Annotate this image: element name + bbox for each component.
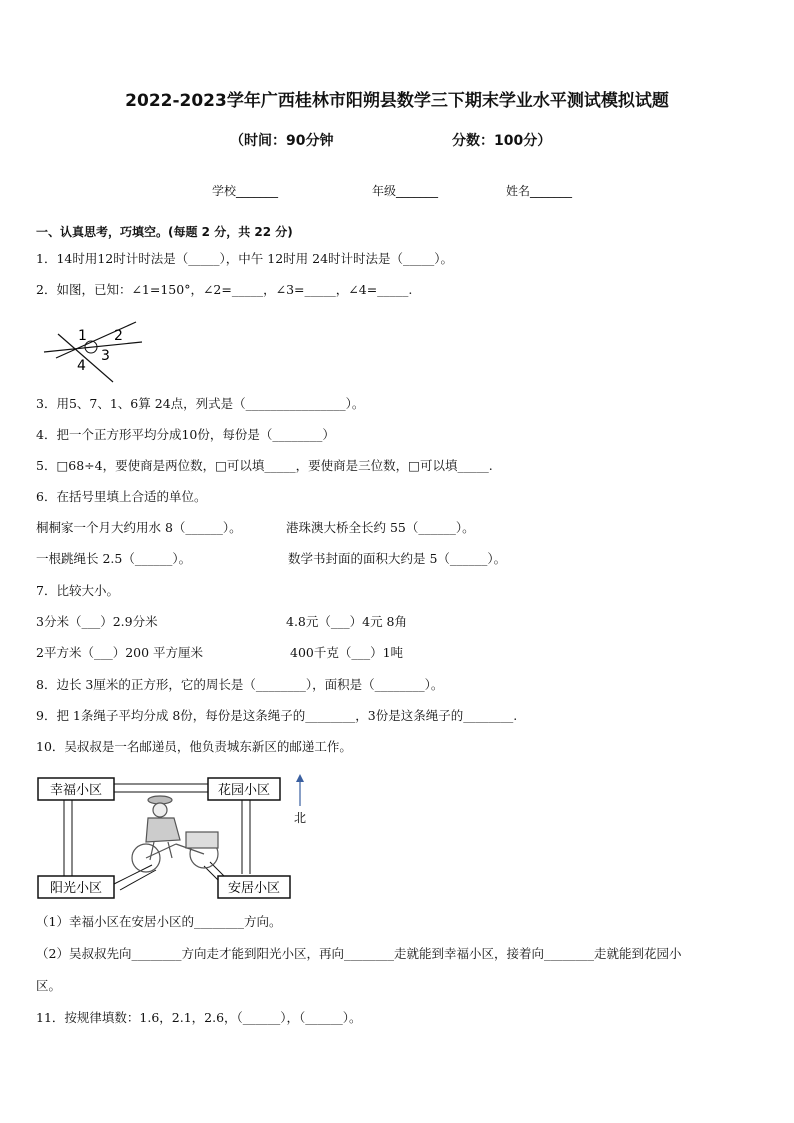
- question-6d: 数学书封面的面积大约是 5（______）。: [288, 551, 507, 566]
- box-yangguang: [38, 876, 114, 898]
- label-anju: 安居小区: [227, 881, 281, 896]
- angle-label-4: 4: [77, 358, 86, 374]
- question-2: 2．如图，已知：∠1=150°，∠2=_____，∠3=_____，∠4=_____.: [36, 282, 413, 297]
- question-7d: 400千克（___）1吨: [290, 645, 404, 660]
- label-huayuan: 花园小区: [217, 783, 271, 798]
- question-7b: 4.8元（___）4元 8角: [286, 614, 408, 629]
- box-huayuan: [208, 778, 280, 800]
- postman-map: [36, 770, 356, 906]
- question-6: 6．在括号里填上合适的单位。: [36, 489, 207, 504]
- question-10-part2: （2）吴叔叔先向________方向走才能到阳光小区，再向________走就能到幸福小区，接着向________走就能到花园小: [36, 946, 682, 961]
- exam-score: 分数：100分）: [452, 133, 552, 149]
- exam-time: （时间：90分钟: [230, 133, 334, 149]
- horizontal-line: [44, 342, 142, 352]
- school-field[interactable]: 学校_______: [212, 184, 279, 198]
- question-10-part2-cont: 区。: [36, 978, 62, 993]
- section-heading: 一、认真思考，巧填空。(每题 2 分，共 22 分): [36, 225, 293, 239]
- question-7: 7．比较大小。: [36, 583, 119, 598]
- label-yangguang: 阳光小区: [49, 881, 103, 896]
- question-8: 8．边长 3厘米的正方形，它的周长是（________），面积是（________）。: [36, 677, 444, 692]
- question-4: 4．把一个正方形平均分成10份，每份是（________）: [36, 427, 335, 442]
- question-6a: 桐桐家一个月大约用水 8（______）。: [36, 520, 242, 535]
- question-6c: 一根跳绳长 2.5（______）。: [36, 551, 192, 566]
- question-10-part1: （1）幸福小区在安居小区的________方向。: [36, 914, 282, 929]
- question-1: 1．14时用12时计时法是（_____），中午 12时用 24时计时法是（_____）。: [36, 251, 454, 266]
- page-title: 2022-2023学年广西桂林市阳朔县数学三下期末学业水平测试模拟试题: [125, 91, 669, 111]
- crossing-line-b: [56, 322, 136, 358]
- postman-illustration: [132, 796, 218, 872]
- question-10: 10．吴叔叔是一名邮递员，他负责城东新区的邮递工作。: [36, 739, 352, 754]
- angle-label-1: 1: [78, 328, 87, 344]
- question-5: 5．□68÷4，要使商是两位数，□可以填_____，要使商是三位数，□可以填_____.: [36, 458, 493, 473]
- angle-figure: [38, 320, 148, 388]
- question-9: 9．把 1条绳子平均分成 8份，每份是这条绳子的________，3份是这条绳子的________.: [36, 708, 518, 723]
- question-6b: 港珠澳大桥全长约 55（______）。: [286, 520, 475, 535]
- question-7c: 2平方米（___）200 平方厘米: [36, 645, 204, 660]
- north-label: 北: [294, 811, 307, 825]
- grade-field[interactable]: 年级_______: [372, 184, 439, 198]
- box-xingfu: [38, 778, 114, 800]
- question-7a: 3分米（___）2.9分米: [36, 614, 158, 629]
- question-11: 11．按规律填数：1.6，2.1，2.6，（______），（______）。: [36, 1010, 362, 1025]
- box-anju: [218, 876, 290, 898]
- north-arrow-icon: [296, 774, 304, 806]
- angle-label-3: 3: [101, 348, 110, 364]
- angle-label-2: 2: [114, 328, 123, 344]
- label-xingfu: 幸福小区: [49, 783, 103, 798]
- name-field[interactable]: 姓名_______: [506, 184, 573, 198]
- question-3: 3．用5、7、1、6算 24点，列式是（________________）。: [36, 396, 365, 411]
